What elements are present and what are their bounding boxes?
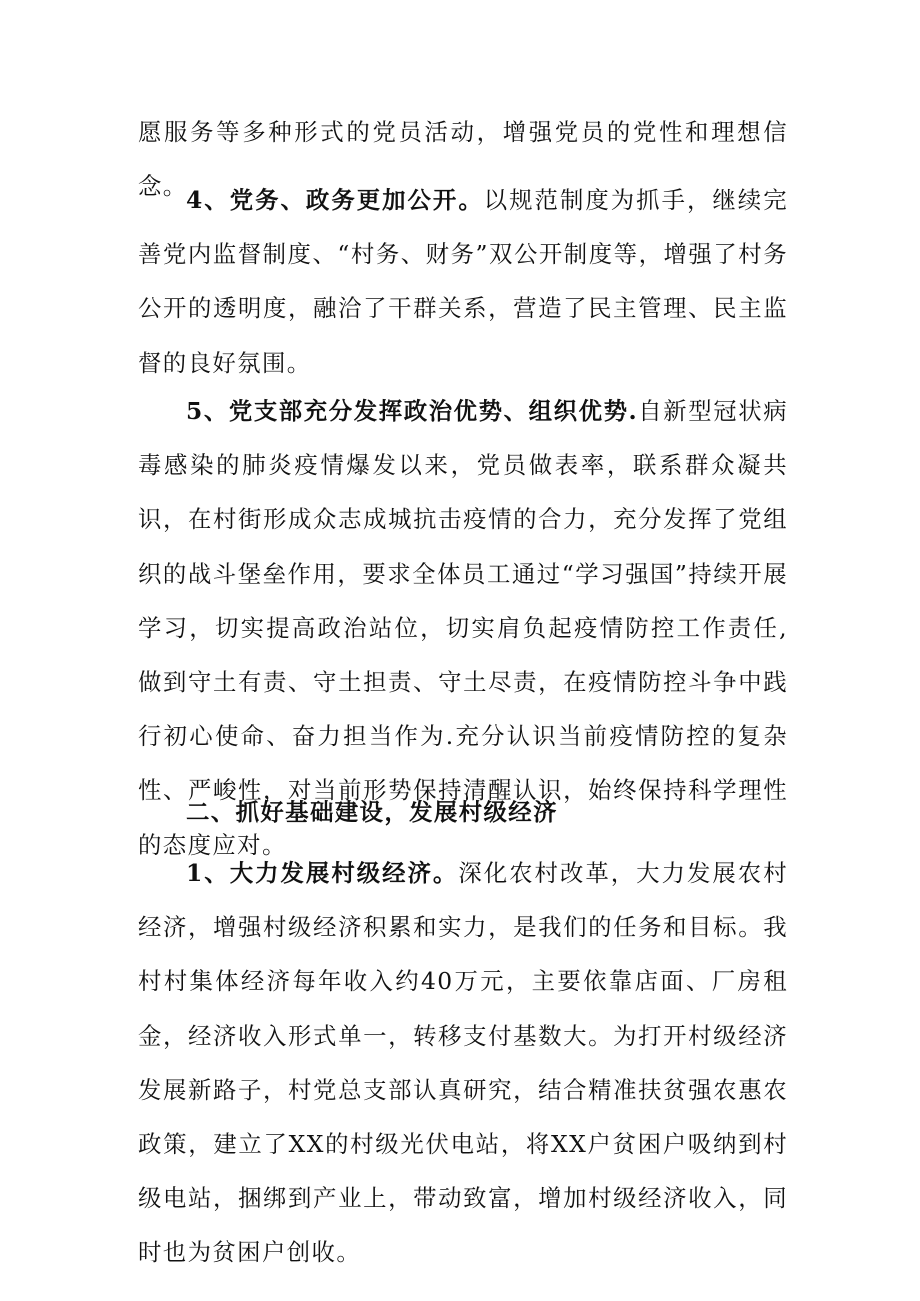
paragraph-text: 愿服务等多种形式的党员活动，增强党员的党性和理想信念。	[138, 118, 788, 201]
item-1-heading: 1、大力发展村级经济。	[186, 859, 459, 887]
item-4-body: 以规范制度为抓手，继续完善党内监督制度、“村务、财务”双公开制度等，增强了村务公开的透明度，融洽了干群关系，营造了民主管理、民主监督的良好氛围。	[138, 186, 788, 377]
item-5-body: 自新型冠状病毒感染的肺炎疫情爆发以来，党员做表率，联系群众凝共识，在村街形成众志成城抗击疫情的合力，充分发挥了党组织的战斗堡垒作用，要求全体员工通过“学习强国”持续开展学习，切实提高政治站位，切实肩负起疫情防控工作责任,做到守土有责、守土担责、守土尽责，在疫情防控斗争中践行初心使命、奋力担当作为.充分认识当前疫情防控的复杂性、严峻性，对当前形势保持清醒认识，始终保持科学理性的态度应对。	[138, 397, 788, 859]
paragraph-item-4	[138, 173, 788, 390]
item-4-heading: 4、党务、政务更加公开。	[186, 186, 484, 214]
section-heading-2	[138, 785, 788, 839]
section-2-title: 二、抓好基础建设，发展村级经济	[186, 798, 558, 826]
item-1-body: 深化农村改革，大力发展农村经济，增强村级经济积累和实力，是我们的任务和目标。我村村集体经济每年收入约40万元，主要依靠店面、厂房租金，经济收入形式单一，转移支付基数大。为打开村级经济发展新路子，村党总支部认真研究，结合精准扶贫强农惠农政策，建立了XX的村级光伏电站，将XX户贫困户吸纳到村级电站，捆绑到产业上，带动致富，增加村级经济收入，同时也为贫困户创收。	[138, 859, 788, 1267]
paragraph-item-1	[138, 846, 788, 1280]
item-5-heading: 5、党支部充分发挥政治优势、组织优势.	[186, 397, 639, 425]
